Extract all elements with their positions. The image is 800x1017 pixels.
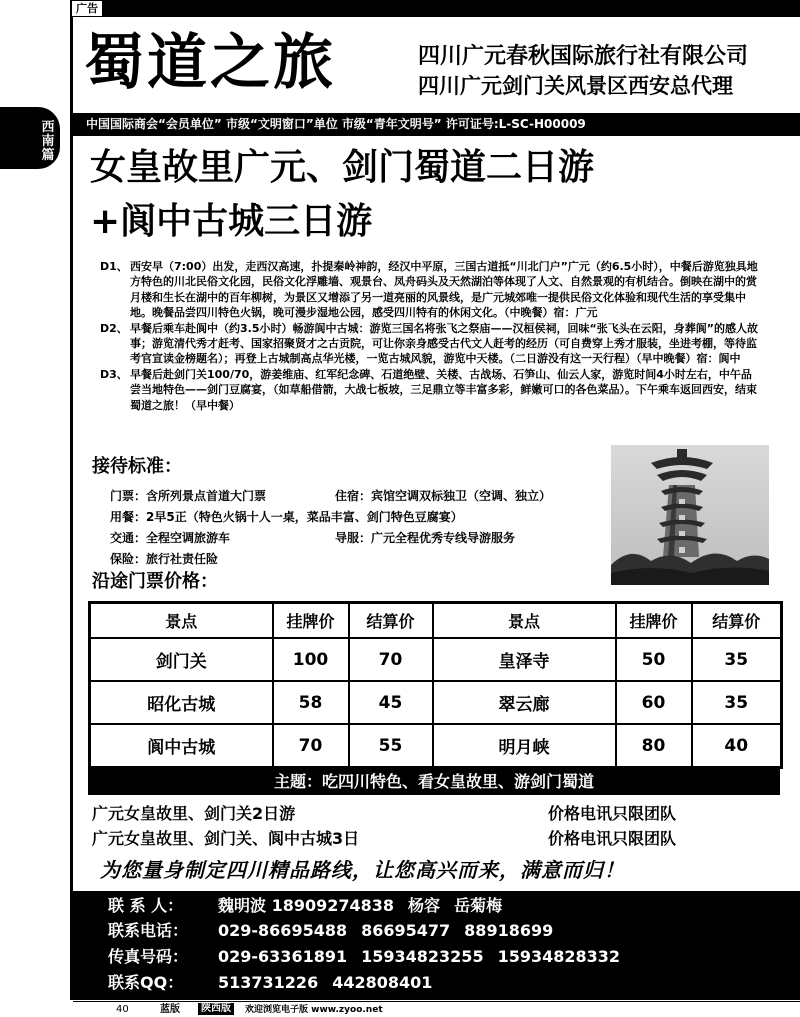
company-name: 四川广元春秋国际旅行社有限公司: [418, 44, 749, 69]
column-header: 景点: [433, 603, 616, 639]
day-text: 西安早（7:00）出发，走西汉高速，扑提秦岭神韵，经汉中平原，三国古道抵“川北门户”广元（约6.5小时），中餐后游览独具地方特色的川北民俗文化园，民俗文化浮雕墙、观景台、凤舟码头及天然湖泊等体现了人文、自然景观的有机结合。倒映在湖中的赏月楼和生长在湖中的百年柳树，为景区又增添了另一道亮丽的风景线，是广元城郊唯一提供民俗文化体验和现代生活的享受集中地。晚餐品尝四川特色火锅，晚可漫步湿地公园，感受四川特有的休闲文化。（中晚餐）宿：广元: [130, 260, 758, 320]
table-header-row: [90, 603, 782, 639]
slogan: 为您量身制定四川精品路线，让您高兴而来，满意而归！: [100, 858, 625, 882]
contact-value: 杨容: [408, 896, 441, 915]
reception-label: 用餐：: [110, 510, 147, 524]
tour-title-1: 女皇故里广元、剑门蜀道二日游: [90, 147, 595, 188]
contact-phones: [108, 920, 567, 942]
route-price: 价格电讯只限团队: [548, 829, 677, 848]
table-cell: 45: [349, 681, 433, 724]
table-cell: 80: [616, 724, 692, 768]
contact-value: 魏明波 18909274838: [218, 896, 395, 915]
reception-value: 含所列景点首道大门票: [146, 489, 267, 503]
contact-value: 86695477: [361, 921, 451, 940]
section-tab-label: 西南篇: [41, 120, 55, 163]
column-header: 景点: [90, 603, 273, 639]
table-row: [90, 724, 782, 768]
route-name: 广元女皇故里、剑门关、阆中古城3日: [92, 829, 360, 848]
reception-title: 接待标准：: [92, 456, 182, 477]
table-row: [90, 638, 782, 681]
reception-row: [110, 549, 463, 570]
footer-url: 欢迎浏览电子版 www.zyoo.net: [245, 1005, 383, 1015]
ad-tag: 广告: [72, 1, 102, 16]
table-cell: 阆中古城: [90, 724, 273, 768]
itinerary-day: [100, 367, 760, 413]
company-agency: 四川广元剑门关风景区西安总代理: [418, 74, 733, 98]
contact-persons: [108, 895, 516, 917]
theme-text: 主题：吃四川特色、看女皇故里、游剑门蜀道: [273, 772, 594, 791]
brand-title: 蜀道之旅: [84, 28, 336, 98]
edition-label: 蓝版: [160, 1004, 180, 1015]
edition-brand: 陕西版: [198, 1003, 234, 1015]
table-cell: 100: [273, 638, 349, 681]
route-name: 广元女皇故里、剑门关2日游: [92, 804, 296, 823]
contact-value: 029-86695488: [218, 921, 348, 940]
column-header: 挂牌价: [616, 603, 692, 639]
table-cell: 70: [273, 724, 349, 768]
reception-list: [110, 486, 552, 570]
day-tag: D2、: [100, 321, 128, 335]
table-cell: 60: [616, 681, 692, 724]
reception-label: 住宿：: [335, 489, 372, 503]
contact-value: 029-63361891: [218, 947, 348, 966]
contact-faxes: [108, 946, 634, 968]
table-cell: 40: [692, 724, 782, 768]
day-text: 早餐后乘车赴阆中（约3.5小时）畅游阆中古城：游览三国名将张飞之祭庙——汉桓侯祠，回味“张飞头在云阳，身葬阆”的感人故事；游览清代秀才赶考、国家招聚贤才之古贡院，可让你亲身感受古代文人赶考的经历（可自费穿上秀才服装，坐进考棚，等待监考官宣读金榜题名）；再登上古城制高点华光楼，一览古城风貌，游览中天楼。（二日游没有这一天行程）（早中晚餐）宿：阆中: [130, 321, 758, 366]
itinerary: [100, 259, 760, 413]
day-text: 早餐后赴剑门关100/70，游姜维庙、红军纪念碑、石道绝壁、关楼、古战场、石笋山、仙云人家，游览时间4小时左右，中午品尝当地特色——剑门豆腐宴，（如草船借箭，大战七板坡，三足鼎立等丰富多彩，鲜嫩可口的各色菜品）。下午乘车返回西安，结束蜀道之旅！（早中餐）: [130, 367, 757, 412]
reception-row: [110, 528, 516, 549]
reception-value: 旅行社责任险: [146, 552, 219, 566]
reception-value: 广元全程优秀专线导游服务: [371, 531, 516, 545]
ticket-price-table: [88, 601, 783, 769]
table-cell: 翠云廊: [433, 681, 616, 724]
contact-value: 88918699: [464, 921, 554, 940]
reception-label: 交通：: [110, 531, 147, 545]
table-cell: 70: [349, 638, 433, 681]
reception-row: [110, 486, 552, 507]
reception-value: 全程空调旅游车: [146, 531, 231, 545]
day-tag: D3、: [100, 367, 128, 381]
reception-value: 2早5正（特色火锅十人一桌，菜品丰富、剑门特色豆腐宴）: [146, 510, 463, 524]
table-cell: 58: [273, 681, 349, 724]
table-cell: 55: [349, 724, 433, 768]
reception-label: 门票：: [110, 489, 147, 503]
contact-value: 15934823255: [361, 947, 484, 966]
reception-label: 导服：: [335, 531, 372, 545]
itinerary-day: [100, 321, 760, 367]
tower-photo: [611, 445, 769, 585]
footer-divider: [73, 1001, 800, 1002]
table-cell: 50: [616, 638, 692, 681]
table-cell: 35: [692, 638, 782, 681]
page-number: 40: [116, 1004, 129, 1015]
contact-label: 联系电话：: [108, 921, 189, 940]
day-tag: D1、: [100, 260, 128, 273]
contact-value: 15934828332: [497, 947, 621, 966]
reception-label: 保险：: [110, 552, 147, 566]
column-header: 挂牌价: [273, 603, 349, 639]
table-cell: 昭化古城: [90, 681, 273, 724]
table-cell: 35: [692, 681, 782, 724]
contact-label: 传真号码：: [108, 947, 189, 966]
reception-value: 宾馆空调双标独卫（空调、独立）: [371, 489, 552, 503]
contact-value: 岳菊梅: [454, 896, 503, 915]
ticket-title: 沿途门票价格：: [92, 571, 218, 592]
column-header: 结算价: [692, 603, 782, 639]
top-strip: [70, 0, 800, 17]
table-row: [90, 681, 782, 724]
tour-title-2: +阆中古城三日游: [90, 201, 373, 242]
reception-row: [110, 507, 463, 528]
contact-label: 联系QQ：: [108, 973, 184, 992]
table-cell: 剑门关: [90, 638, 273, 681]
contact-qq: [108, 972, 446, 994]
route-price: 价格电讯只限团队: [548, 804, 677, 823]
contact-label: 联 系 人：: [108, 896, 184, 915]
frame-border: [70, 17, 73, 1000]
contact-value: 442808401: [332, 973, 433, 992]
contact-value: 513731226: [218, 973, 319, 992]
table-cell: 皇泽寺: [433, 638, 616, 681]
table-cell: 明月峡: [433, 724, 616, 768]
column-header: 结算价: [349, 603, 433, 639]
itinerary-day: [100, 259, 760, 321]
credential-text: 中国国际商会“会员单位” 市级“文明窗口”单位 市级“青年文明号” 许可证号:L-SC-H00009: [86, 117, 586, 131]
